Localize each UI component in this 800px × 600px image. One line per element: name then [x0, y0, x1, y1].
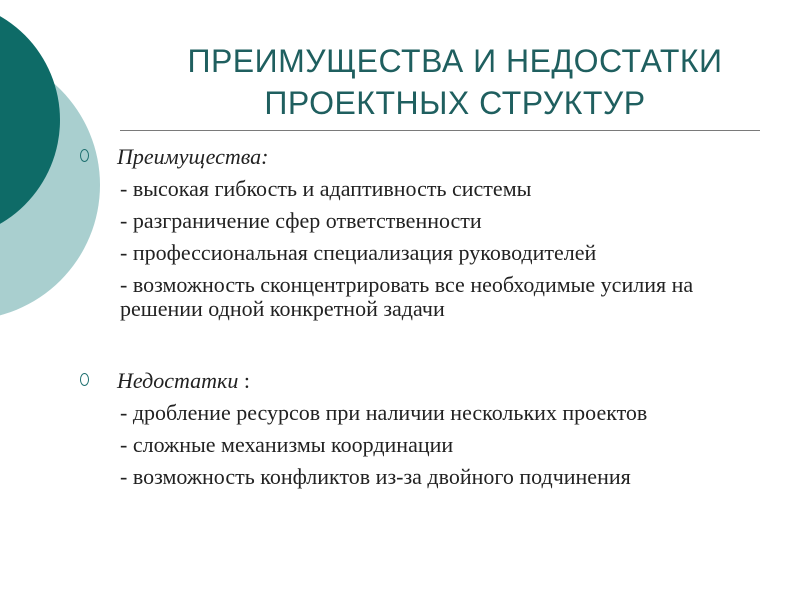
advantages-section — [80, 140, 780, 321]
disadvantage-item: - сложные механизмы координации — [120, 432, 454, 457]
title-line-2: ПРОЕКТНЫХ СТРУКТУР — [264, 85, 646, 121]
slide-title — [110, 40, 800, 124]
disadvantages-heading — [117, 364, 250, 392]
bullet-circle-icon — [80, 149, 89, 162]
title-divider — [120, 130, 760, 131]
title-line-1: ПРЕИМУЩЕСТВА И НЕДОСТАТКИ — [187, 43, 723, 79]
disadvantages-section — [80, 364, 780, 489]
bullet-circle-icon — [80, 373, 89, 386]
advantage-item: - разграничение сфер ответственности — [120, 208, 482, 233]
slide-content — [80, 140, 780, 489]
disadvantage-item: - возможность конфликтов из-за двойного подчинения — [120, 464, 631, 489]
advantage-item: - высокая гибкость и адаптивность системы — [120, 176, 532, 201]
disadvantages-heading-colon: : — [238, 368, 250, 393]
disadvantages-heading-text: Недостатки — [117, 368, 239, 393]
advantages-heading: Преимущества: — [117, 144, 269, 169]
disadvantage-item: - дробление ресурсов при наличии нескольких проектов — [120, 400, 648, 425]
advantage-item: - возможность сконцентрировать все необходимые усилия на решении одной конкретной задачи — [120, 272, 694, 321]
advantage-item: - профессиональная специализация руководителей — [120, 240, 597, 265]
